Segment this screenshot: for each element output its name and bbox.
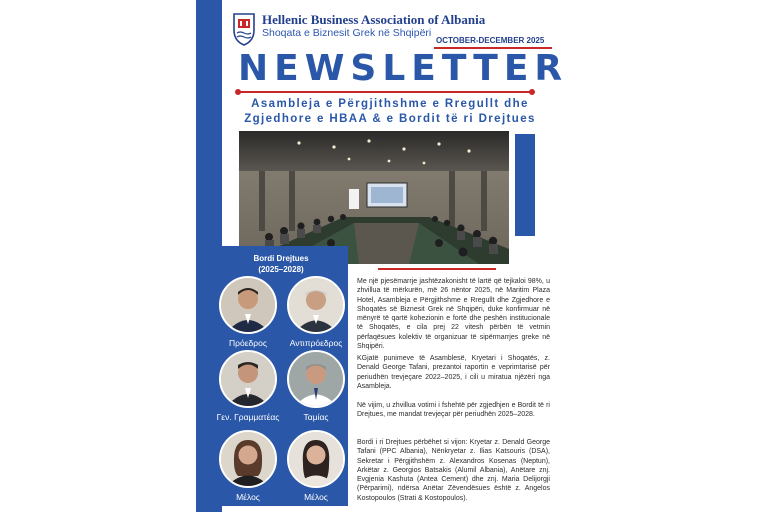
role-president: Πρόεδρος [229,338,267,348]
article-headline [226,97,554,127]
role-treasurer: Ταμίας [303,412,329,422]
photo-underline [378,268,496,270]
headline-line-2: Zgjedhore e HBAA & e Bordit të ri Drejtues [244,113,536,125]
avatar-member-1 [219,430,277,488]
role-member-2: Μέλος [304,492,328,502]
article-paragraph-4: Bordi i ri Drejtues përbëhet si vijon: Kryetar z. Denald George Tafani (PPC Albania), Nënkryetar z. Ilias Katsouris (DSA), Sekretar i Përgjithshëm z. Alexandros Kosenas (Neptun), Arkëtar z. Georgios Batsakis (Alumil Albania), Anëtare znj. Evgjenia Kashuta (Antea Cement) dhe znj. Maria Delijorgji (Përparimi), ndërsa Anëtar Zëvendësues është z. Angelos Kostopoulos (Strati & Kostopoulos). [357,439,550,502]
role-vice-president: Αντιπρόεδρος [289,338,343,348]
issue-period: OCTOBER-DECEMBER 2025 [436,36,545,45]
headline-line-1: Asambleja e Përgjithshme e Rregullt dhe [251,98,529,110]
org-subtitle: Shoqata e Biznesit Grek në Shqipëri [262,27,432,39]
title-underline [238,91,532,93]
board-title-line-2: (2025–2028) [258,265,304,274]
avatar-president [219,276,277,334]
board-title [214,253,348,275]
role-secretary-general: Γεν. Γραμματέας [216,412,280,422]
board-title-line-1: Bordi Drejtues [253,254,309,263]
avatar-member-2 [287,430,345,488]
newsletter-title: NEWSLETTER [238,48,569,89]
article-paragraph-3: Në vijim, u zhvillua votimi i fshehtë për zgjedhjen e Bordit të ri Drejtues, me mandat trevjeçar për periudhën 2025–2028. [357,402,550,419]
assembly-photo [239,131,509,264]
article-paragraph-2: KGjatë punimeve të Asamblesë, Kryetari i Shoqatës, z. Denald George Tafani, prezantoi raportin e veprimtarisë për periudhën trevjeçare 2022–2025, i cili u miratua njëzëri nga Asambleja. [357,355,550,390]
org-name: Hellenic Business Association of Albania [262,12,486,27]
hbaa-logo [231,10,257,46]
role-member-1: Μέλος [236,492,260,502]
avatar-secretary-general [219,350,277,408]
photo-blue-accent [515,134,535,236]
avatar-treasurer [287,350,345,408]
article-paragraph-1: Me një pjesëmarrje jashtëzakonisht të lartë që tejkaloi 98%, u zhvillua të mërkurën, më 26 nëntor 2025, në Maritim Plaza Hotel, Asambleja e Përgjithshme e Rregullt dhe Zgjedhore e Shoqatës së Biznesit Grek në Shqipëri, duke konfirmuar në mënyrë të qartë kohezionin e fortë dhe peshën institucionale të Shoqatës, e cila prej 22 vitesh përbën të vetmin përfaqësues kolektiv të organizuar të sipërmarrjes greke në Shqipëri. [357,278,550,351]
avatar-vice-president [287,276,345,334]
